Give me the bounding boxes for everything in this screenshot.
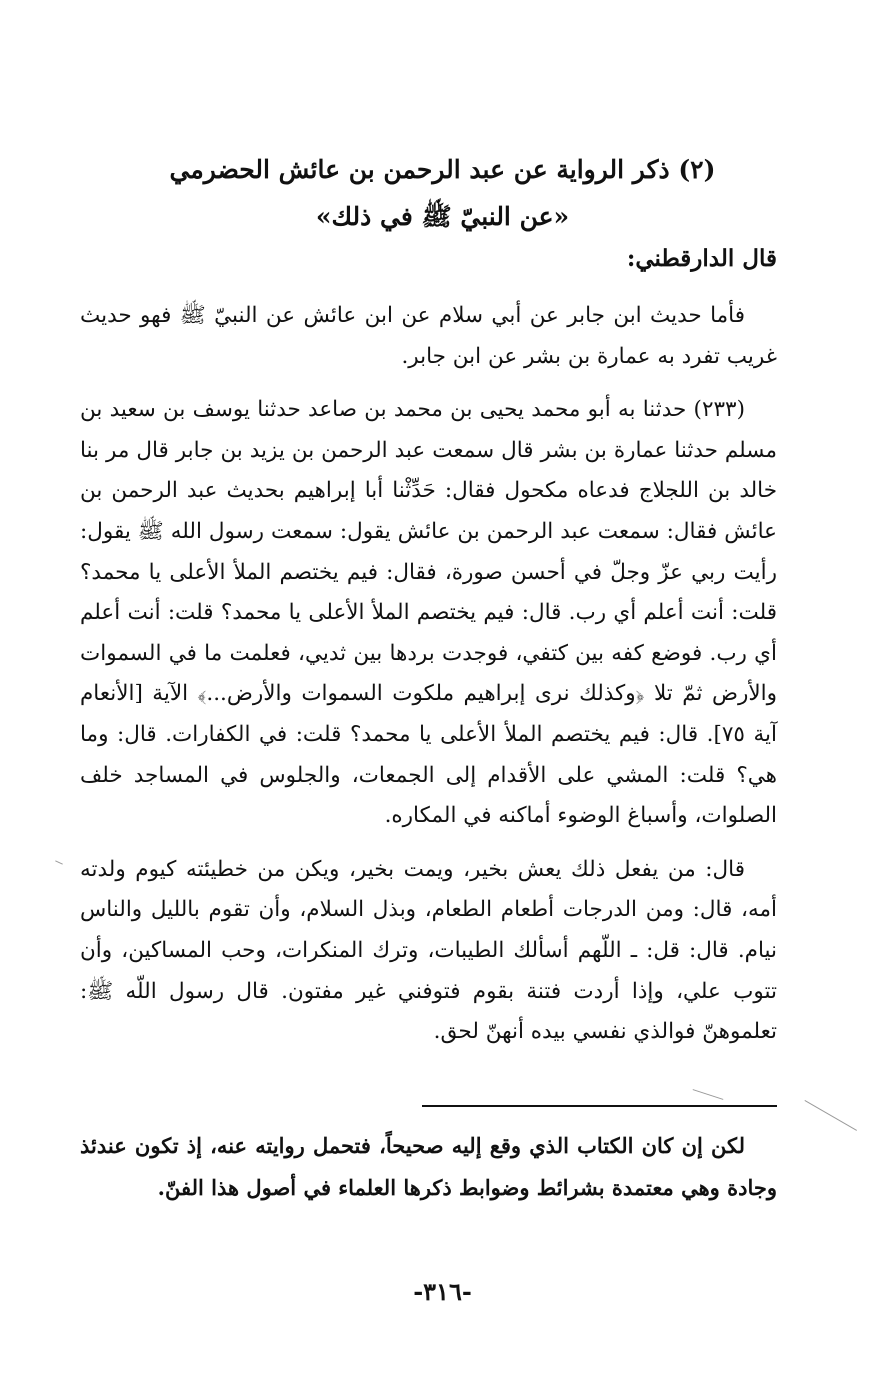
paragraph-intro: فأما حديث ابن جابر عن أبي سلام عن ابن عائش عن النبيّ ﷺ فهو حديث غريب تفرد به عمارة بن بشر عن ابن جابر. — [80, 303, 777, 369]
paragraph-hadith-233: (٢٣٣) حدثنا به أبو محمد يحيى بن محمد بن صاعد حدثنا يوسف بن سعيد بن مسلم حدثنا عمارة بن بشر قال سمعت عبد الرحمن بن يزيد بن جابر قال مر بنا خالد بن اللجلاج فدعاه مكحول فقال: حَدِّثْنا أبا إبراهيم بحديث عبد الرحمن بن عائش فقال: سمعت عبد الرحمن بن عائش يقول: سمعت رسول الله ﷺ يقول: رأيت ربي عزّ وجلّ في أحسن صورة، فقال: فيم يختصم الملأ الأعلى يا محمد؟ قلت: أنت أعلم أي رب. قال: فيم يختصم الملأ الأعلى يا محمد؟ قلت: أنت أعلم أي رب. فوضع كفه بين كتفي، فوجدت بردها بين ثديي، فعلمت ما في السموات والأرض ثمّ تلا ﴿وكذلك نرى إبراهيم ملكوت السموات والأرض...﴾ الآية [الأنعام آية ٧٥]. قال: فيم يختصم الملأ الأعلى يا محمد؟ قلت: في الكفارات. قال: وما هي؟ قلت: المشي على الأقدام إلى الجمعات، والجلوس في المساجد خلف الصلوات، وأسباغ الوضوء أماكنه في المكاره. — [80, 397, 777, 829]
heading-line-1: (٢) ذكر الرواية عن عبد الرحمن بن عائش الحضرمي — [169, 155, 716, 184]
scan-mark — [693, 1089, 724, 1100]
page-number: -٣١٦- — [413, 1277, 472, 1306]
scan-mark — [805, 1100, 857, 1131]
heading-line-2: «عن النبيّ ﷺ في ذلك» — [315, 202, 570, 231]
footnote-separator — [422, 1105, 777, 1107]
paragraph-continuation: قال: من يفعل ذلك يعش بخير، ويمت بخير، ويكن من خطيئته كيوم ولدته أمه، قال: ومن الدرجات أطعام الطعام، وبذل السلام، وأن تقوم بالليل والناس نيام. قال: قل: ـ اللّهم أسألك الطيبات، وترك المنكرات، وحب المساكين، وأن تتوب علي، وإذا أردت فتنة بقوم فتوفني غير مفتون. قال رسول اللّه ﷺ: تعلموهنّ فوالذي نفسي بيده أنهنّ لحق. — [80, 856, 777, 1045]
main-text — [80, 296, 777, 1053]
footnote — [80, 1125, 777, 1209]
section-heading — [90, 146, 795, 240]
footnote-text: لكن إن كان الكتاب الذي وقع إليه صحيحاً، فتحمل روايته عنه، إذ تكون عندئذ وجادة وهي معتمدة بشرائط وضوابط ذكرها العلماء في أصول هذا الفنّ. — [80, 1133, 777, 1200]
scan-mark — [55, 860, 63, 864]
speaker-label: قال الدارقطني: — [626, 245, 777, 272]
